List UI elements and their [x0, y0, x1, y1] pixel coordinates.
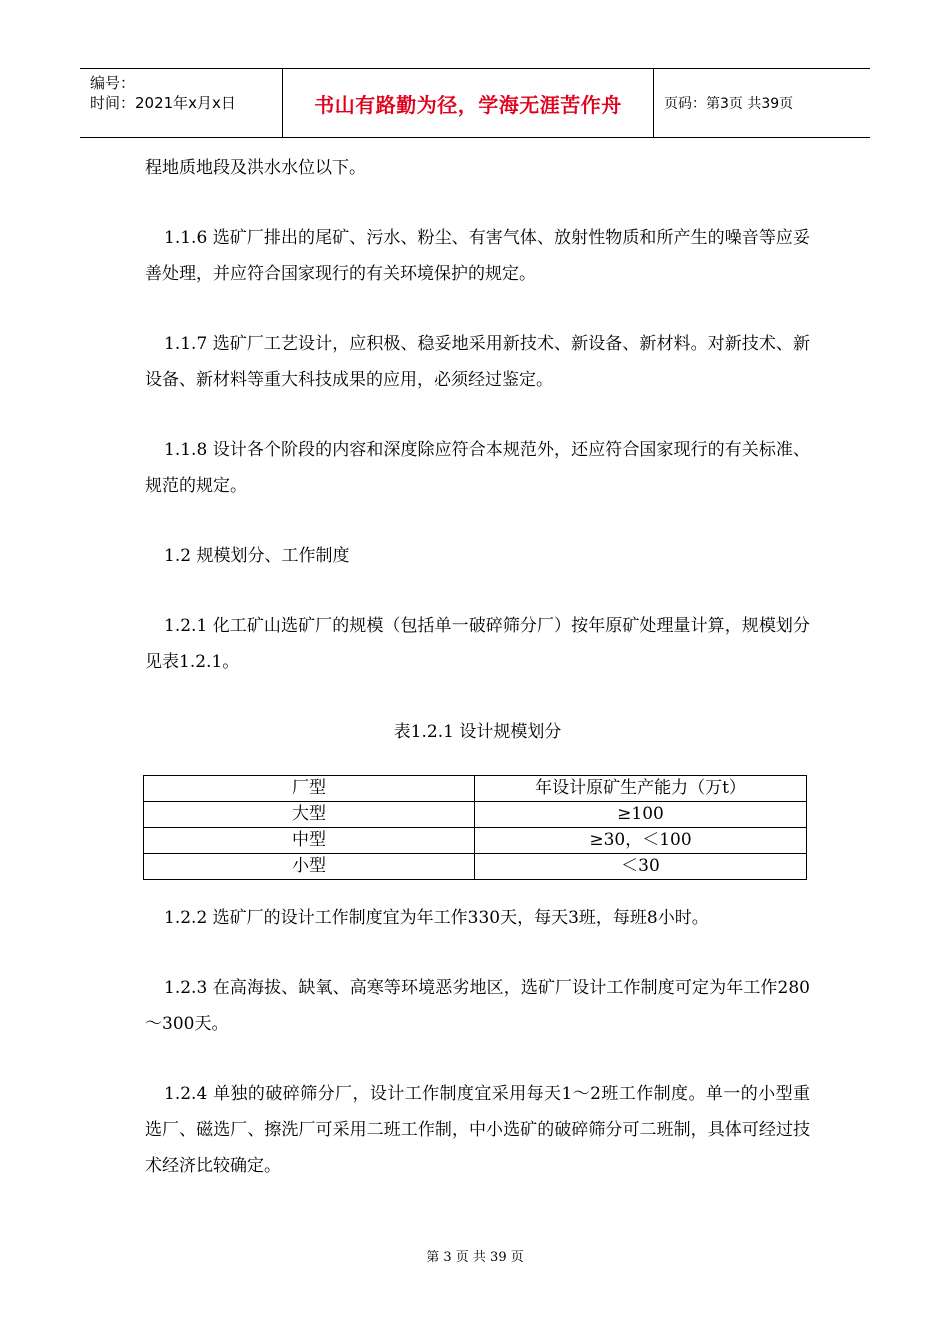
header-page-info: 页码：第3页 共39页 — [664, 96, 794, 112]
header-motto: 书山有路勤为径，学海无涯苦作舟 — [282, 69, 654, 137]
table-cell: ≥100 — [475, 802, 807, 828]
document-body — [145, 150, 810, 750]
table-header-cell: 厂型 — [144, 776, 475, 802]
table-header-row — [144, 776, 807, 802]
table-row — [144, 802, 807, 828]
paragraph-continuation: 程地质地段及洪水水位以下。 — [145, 158, 366, 178]
paragraph-1-1-7: 1.1.7 选矿厂工艺设计，应积极、稳妥地采用新技术、新设备、新材料。对新技术、新设备、新材料等重大科技成果的应用，必须经过鉴定。 — [145, 334, 810, 390]
paragraph-1-2-3: 1.2.3 在高海拔、缺氧、高寒等环境恶劣地区，选矿厂设计工作制度可定为年工作280～300天。 — [145, 978, 810, 1034]
paragraph-1-2-4: 1.2.4 单独的破碎筛分厂，设计工作制度宜采用每天1～2班工作制度。单一的小型重选厂、磁选厂、擦洗厂可采用二班工作制，中小选矿的破碎筛分可二班制，具体可经过技术经济比较确定。 — [145, 1084, 810, 1176]
code-label: 编号： — [90, 74, 136, 92]
table-header-cell: 年设计原矿生产能力（万t） — [475, 776, 807, 802]
paragraph-1-2-2: 1.2.2 选矿厂的设计工作制度宜为年工作330天，每天3班，每班8小时。 — [164, 908, 709, 928]
table-row — [144, 828, 807, 854]
paragraph-1-1-6: 1.1.6 选矿厂排出的尾矿、污水、粉尘、有害气体、放射性物质和所产生的噪音等应妥善处理，并应符合国家现行的有关环境保护的规定。 — [145, 228, 810, 284]
paragraph-1-1-8: 1.1.8 设计各个阶段的内容和深度除应符合本规范外，还应符合国家现行的有关标准、规范的规定。 — [145, 440, 810, 496]
scale-table — [143, 775, 807, 880]
table-cell: 大型 — [144, 802, 475, 828]
table-cell: 小型 — [144, 854, 475, 880]
table-cell: ＜30 — [475, 854, 807, 880]
page-header — [80, 68, 870, 138]
header-meta — [80, 69, 282, 137]
table-cell: ≥30，＜100 — [475, 828, 807, 854]
table-title: 表1.2.1 设计规模划分 — [393, 722, 562, 742]
time-label: 时间：2021年x月x日 — [90, 94, 236, 112]
table-row — [144, 854, 807, 880]
paragraph-1-2-1: 1.2.1 化工矿山选矿厂的规模（包括单一破碎筛分厂）按年原矿处理量计算，规模划分见表1.2.1。 — [145, 616, 810, 672]
table-cell: 中型 — [144, 828, 475, 854]
page-footer: 第 3 页 共 39 页 — [426, 1250, 524, 1265]
document-body-continued — [145, 900, 810, 1184]
section-heading-1-2: 1.2 规模划分、工作制度 — [164, 546, 350, 566]
